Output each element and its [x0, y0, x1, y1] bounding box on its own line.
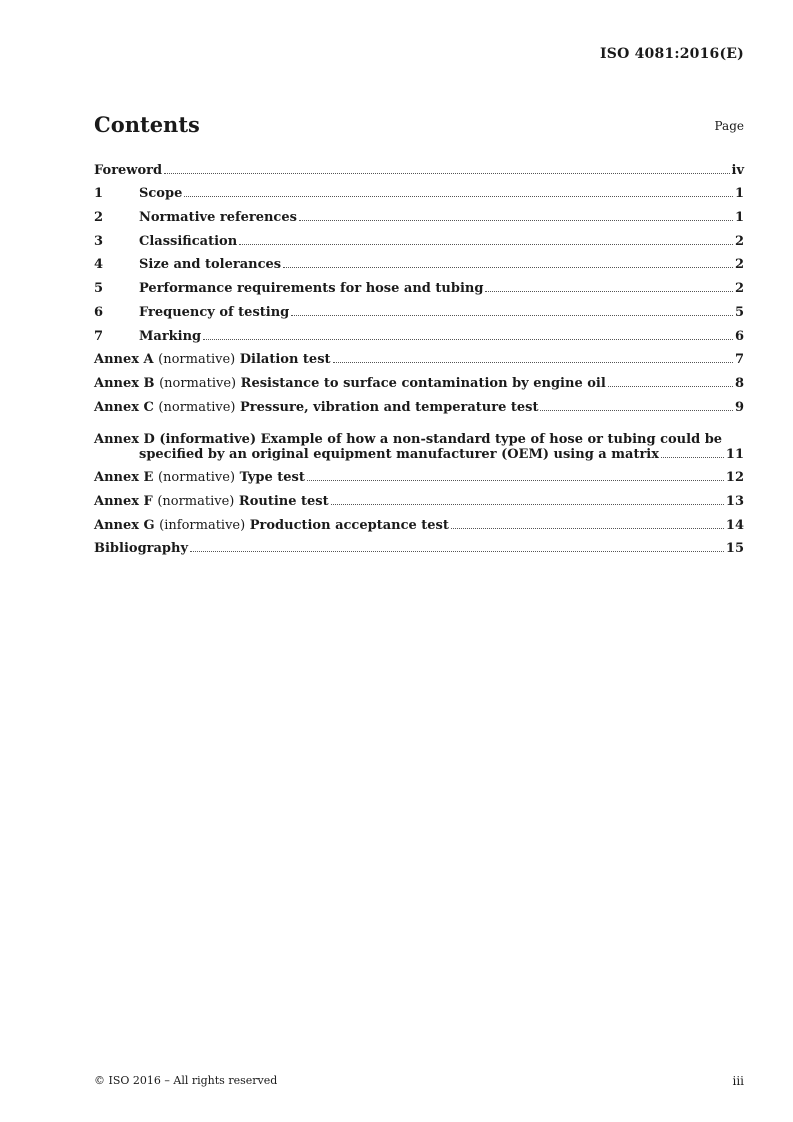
dot-leader	[661, 457, 724, 458]
toc-entry-title: Scope	[139, 186, 183, 202]
toc-entry-number: 2	[94, 210, 104, 226]
dot-leader	[239, 244, 733, 245]
toc-entry-page: 2	[734, 257, 744, 273]
toc-entry-title: Bibliography	[94, 541, 189, 557]
annex-kind: (normative)	[158, 399, 236, 415]
toc-entry-page: 2	[734, 233, 744, 249]
toc-entry-annex-e[interactable]	[94, 462, 744, 486]
annex-title-line-1: Example of how a non-standard type of hose or tubing could be	[260, 431, 723, 447]
annex-kind: (normative)	[158, 352, 236, 368]
dot-leader	[451, 528, 724, 529]
annex-title: Routine test	[238, 493, 329, 509]
toc-entry-number: 6	[94, 304, 104, 320]
toc-entry-annex-b[interactable]	[94, 367, 744, 391]
toc-entry-page: 11	[725, 446, 744, 462]
dot-leader	[291, 315, 733, 316]
toc-entry-number: 7	[94, 328, 104, 344]
toc-entry-title: Normative references	[139, 210, 297, 226]
toc-entry-bibliography[interactable]	[94, 533, 744, 557]
toc-entry-page: 5	[734, 304, 744, 320]
annex-prefix: Annex D	[94, 431, 155, 447]
dot-leader	[608, 386, 733, 387]
toc-entry-page: 1	[734, 186, 744, 202]
dot-leader	[331, 504, 724, 505]
toc-entry-size-and-tolerances[interactable]	[94, 249, 744, 273]
toc-entry-annex-d[interactable]	[94, 415, 744, 462]
document-id: ISO 4081:2016(E)	[600, 46, 744, 62]
annex-prefix: Annex A	[94, 352, 154, 368]
annex-title: Resistance to surface contamination by engine oil	[240, 375, 606, 391]
toc-entry-page: 8	[734, 375, 744, 391]
page-column-label: Page	[714, 119, 744, 133]
toc-entry-title	[94, 518, 449, 533]
annex-title: Production acceptance test	[249, 517, 449, 533]
toc-entry-title: Marking	[139, 328, 202, 344]
dot-leader	[283, 267, 733, 268]
toc-entry-annex-c[interactable]	[94, 391, 744, 415]
toc-entry-page: 14	[725, 517, 744, 533]
dot-leader	[540, 410, 732, 411]
toc-entry-performance-requirements[interactable]	[94, 272, 744, 296]
dot-leader	[190, 551, 724, 552]
annex-d-line-1	[94, 432, 744, 447]
toc-entry-marking[interactable]	[94, 320, 744, 344]
dot-leader	[307, 480, 724, 481]
toc-entry-page: 9	[734, 399, 744, 415]
toc-entry-number: 3	[94, 233, 104, 249]
toc-entry-page: 12	[725, 470, 744, 486]
toc-entry-page: 13	[725, 493, 744, 509]
footer-page-number: iii	[732, 1074, 744, 1088]
table-of-contents	[94, 154, 744, 556]
contents-title: Contents	[94, 112, 200, 137]
toc-entry-page: 2	[734, 281, 744, 297]
toc-entry-classification[interactable]	[94, 225, 744, 249]
annex-kind: (informative)	[159, 431, 257, 447]
toc-entry-annex-a[interactable]	[94, 344, 744, 368]
toc-entry-title: Classification	[139, 233, 238, 249]
toc-entry-title: Size and tolerances	[139, 257, 282, 273]
dot-leader	[485, 291, 733, 292]
dot-leader	[164, 173, 729, 174]
dot-leader	[333, 362, 733, 363]
annex-d-body	[94, 432, 744, 462]
annex-title: Dilation test	[239, 352, 331, 368]
toc-entry-title	[94, 494, 329, 509]
toc-entry-scope[interactable]	[94, 178, 744, 202]
toc-entry-annex-f[interactable]	[94, 485, 744, 509]
toc-entry-page: 7	[734, 352, 744, 368]
toc-entry-title	[94, 352, 331, 367]
annex-kind: (normative)	[159, 375, 237, 391]
annex-title: Pressure, vibration and temperature test	[240, 399, 539, 415]
toc-entry-annex-g[interactable]	[94, 509, 744, 533]
annex-prefix: Annex C	[94, 399, 154, 415]
toc-entry-foreword[interactable]	[94, 154, 744, 178]
toc-entry-number: 4	[94, 257, 104, 273]
footer-copyright: © ISO 2016 – All rights reserved	[94, 1074, 278, 1087]
toc-entry-title: Frequency of testing	[139, 304, 290, 320]
annex-prefix: Annex F	[94, 493, 153, 509]
annex-d-line-2	[94, 447, 744, 462]
toc-entry-number: 5	[94, 281, 104, 297]
toc-entry-page: 15	[725, 541, 744, 557]
toc-entry-normative-references[interactable]	[94, 201, 744, 225]
dot-leader	[299, 220, 733, 221]
dot-leader	[203, 339, 733, 340]
dot-leader	[184, 196, 733, 197]
toc-entry-title	[94, 470, 305, 485]
annex-kind: (informative)	[159, 517, 246, 533]
toc-entry-frequency-of-testing[interactable]	[94, 296, 744, 320]
toc-entry-title: Foreword	[94, 162, 163, 178]
toc-entry-title	[94, 400, 538, 415]
annex-kind: (normative)	[157, 470, 236, 486]
toc-entry-page: 1	[734, 210, 744, 226]
annex-prefix: Annex B	[94, 375, 155, 391]
toc-entry-title	[94, 376, 606, 391]
toc-entry-number: 1	[94, 186, 104, 202]
annex-kind: (normative)	[157, 493, 235, 509]
annex-prefix: Annex E	[94, 470, 154, 486]
annex-title: Type test	[239, 470, 305, 486]
toc-entry-page: iv	[731, 162, 744, 178]
annex-title-line-2: specified by an original equipment manufacturer (OEM) using a matrix	[139, 446, 659, 462]
annex-prefix: Annex G	[94, 517, 155, 533]
toc-entry-title: Performance requirements for hose and tubing	[139, 281, 484, 297]
toc-entry-page: 6	[734, 328, 744, 344]
